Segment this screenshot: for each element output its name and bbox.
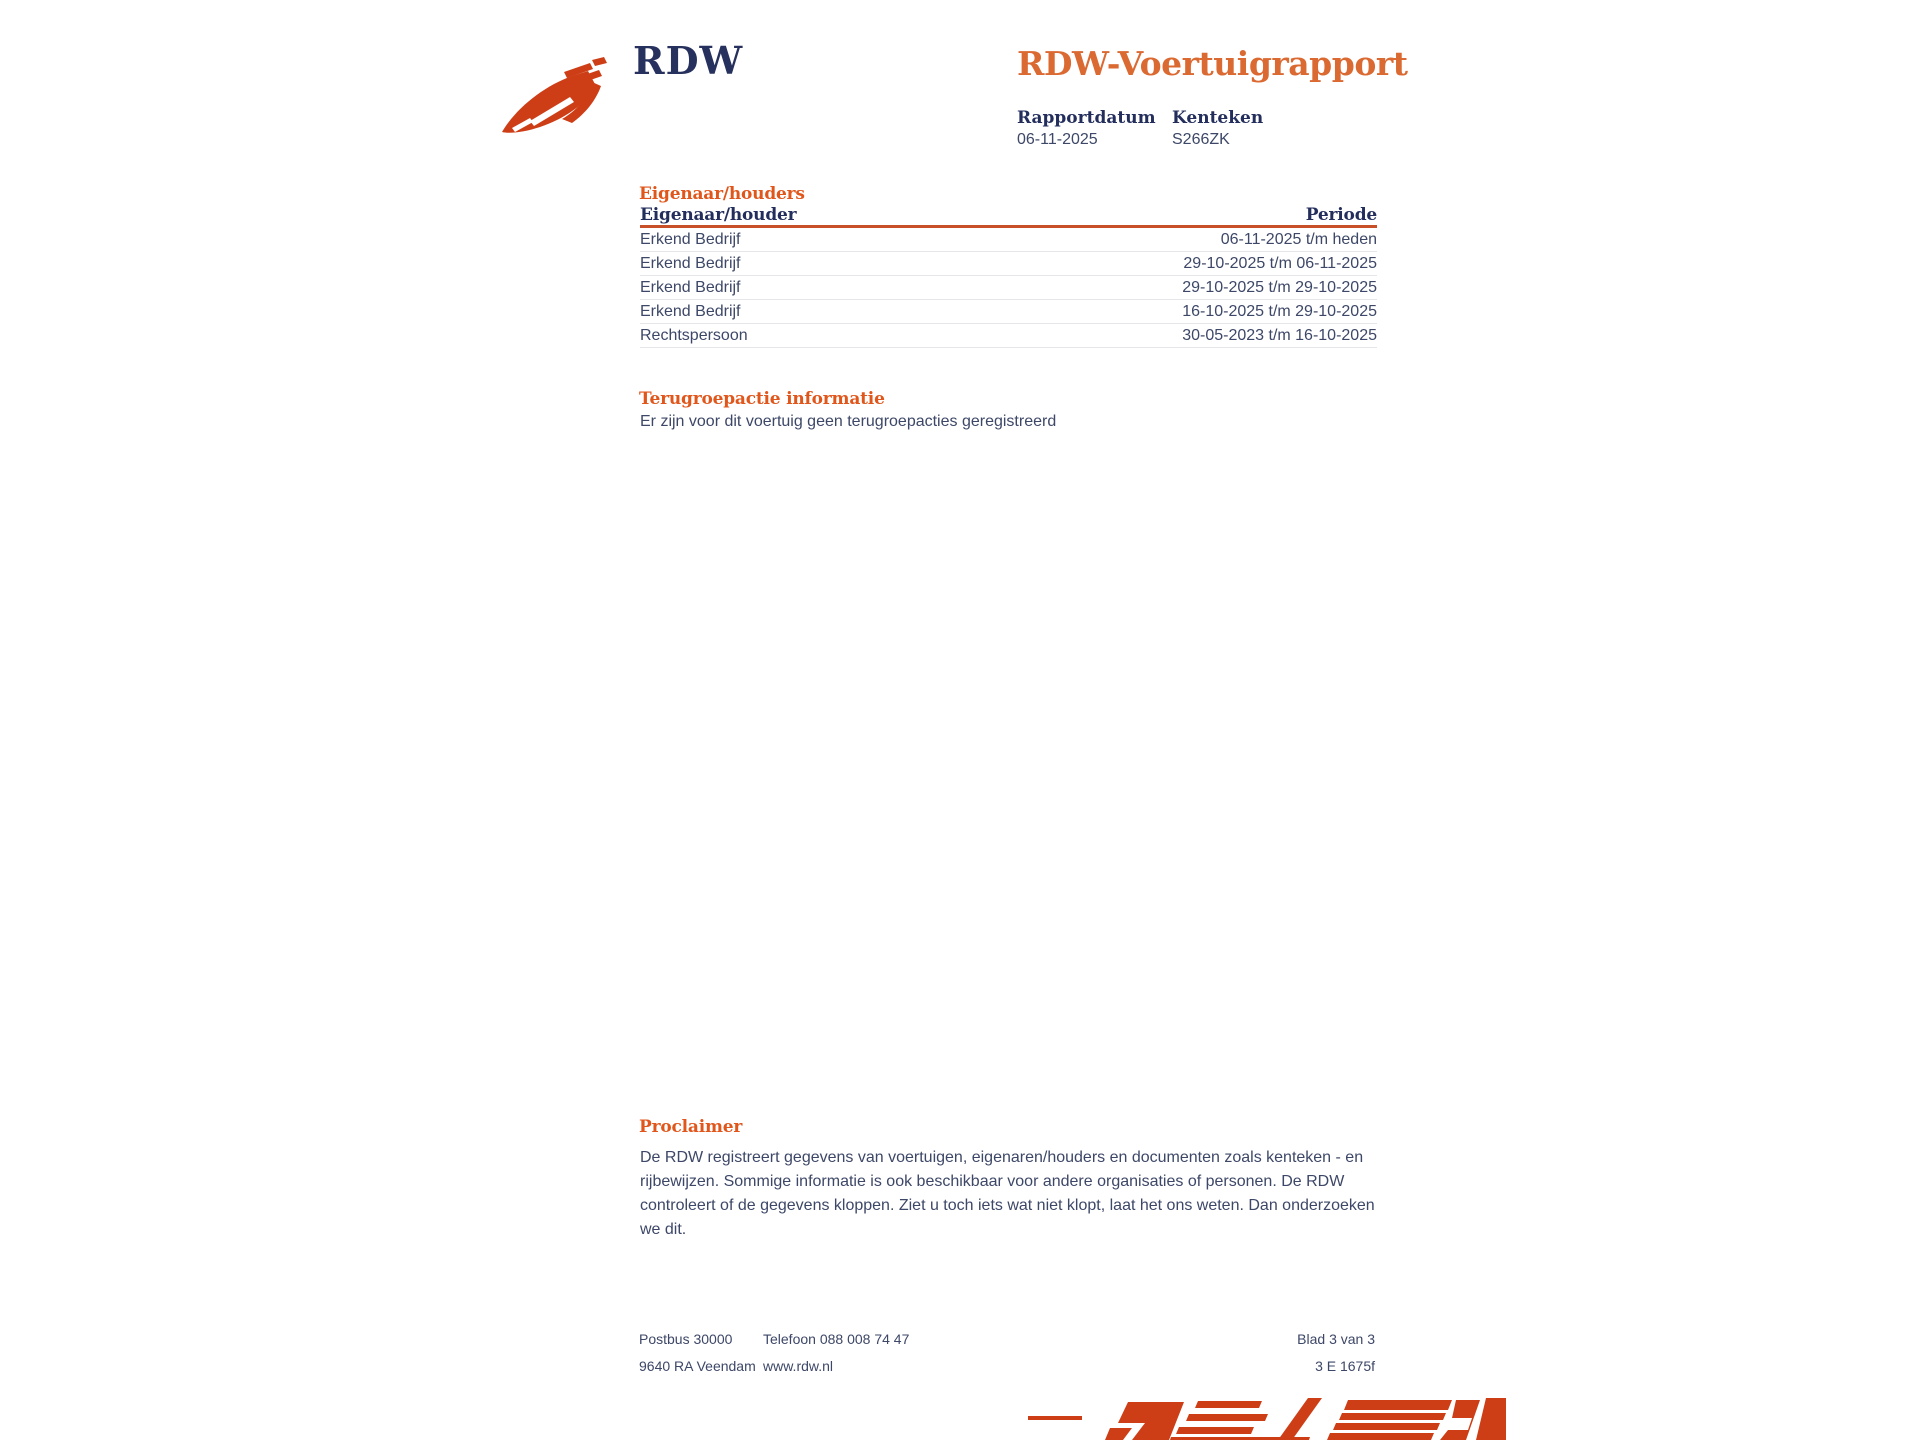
recall-section-title: Terugroepactie informatie [639, 389, 885, 409]
proclaimer-line: De RDW registreert gegevens van voertuigen, eigenaren/houders en documenten zoals kenteken - en [640, 1149, 1364, 1166]
footer-address-line2: 9640 RA Veendam [639, 1358, 756, 1374]
recall-text: Er zijn voor dit voertuig geen terugroepacties geregistreerd [640, 413, 1057, 430]
owner-cell: Erkend Bedrijf [640, 254, 741, 272]
owners-section-title: Eigenaar/houders [639, 184, 805, 204]
period-cell: 29-10-2025 t/m 29-10-2025 [1182, 278, 1377, 296]
owner-cell: Erkend Bedrijf [640, 278, 741, 296]
table-row [640, 300, 1377, 324]
period-cell: 06-11-2025 t/m heden [1220, 230, 1377, 248]
license-plate-value: S266ZK [1172, 131, 1230, 148]
footer-address-line1: Postbus 30000 [639, 1331, 733, 1347]
rdw-wordmark: RDW [633, 38, 744, 83]
footer-contact [763, 1326, 909, 1380]
proclaimer-line: controleert of de gegevens kloppen. Ziet u toch iets wat niet klopt, laat het ons weten. Dan onderzoeken [640, 1197, 1375, 1214]
period-cell: 29-10-2025 t/m 06-11-2025 [1183, 254, 1377, 272]
table-row [640, 228, 1377, 252]
footer-page-info [1297, 1326, 1375, 1380]
owners-table-header [640, 204, 1377, 228]
proclaimer-title: Proclaimer [639, 1117, 743, 1137]
proclaimer-line: rijbewijzen. Sommige informatie is ook beschikbaar voor andere organisaties of personen. De RDW [640, 1173, 1345, 1190]
report-date-value: 06-11-2025 [1017, 131, 1098, 148]
owner-cell: Erkend Bedrijf [640, 230, 741, 248]
owner-cell: Rechtspersoon [640, 326, 748, 344]
license-plate-label: Kenteken [1172, 108, 1264, 128]
report-title: RDW-Voertuigrapport [1017, 44, 1408, 83]
table-row [640, 252, 1377, 276]
column-header-period: Periode [1305, 205, 1377, 225]
rdw-stripes-icon [1028, 1398, 1506, 1440]
footer-form-code: 3 E 1675f [1315, 1358, 1375, 1374]
report-date-label: Rapportdatum [1017, 108, 1156, 128]
footer-website-link[interactable]: www.rdw.nl [763, 1358, 834, 1374]
proclaimer-line: we dit. [640, 1221, 687, 1238]
proclaimer-text [640, 1146, 1375, 1242]
owners-table [640, 204, 1377, 348]
footer-address [639, 1326, 756, 1380]
owner-cell: Erkend Bedrijf [640, 302, 741, 320]
period-cell: 30-05-2023 t/m 16-10-2025 [1182, 326, 1377, 344]
column-header-owner: Eigenaar/houder [640, 205, 797, 225]
table-row [640, 276, 1377, 300]
table-row [640, 324, 1377, 348]
rdw-feather-icon [500, 56, 630, 136]
period-cell: 16-10-2025 t/m 29-10-2025 [1182, 302, 1377, 320]
footer-phone: Telefoon 088 008 74 47 [763, 1331, 910, 1347]
footer-page-number: Blad 3 van 3 [1297, 1331, 1375, 1347]
